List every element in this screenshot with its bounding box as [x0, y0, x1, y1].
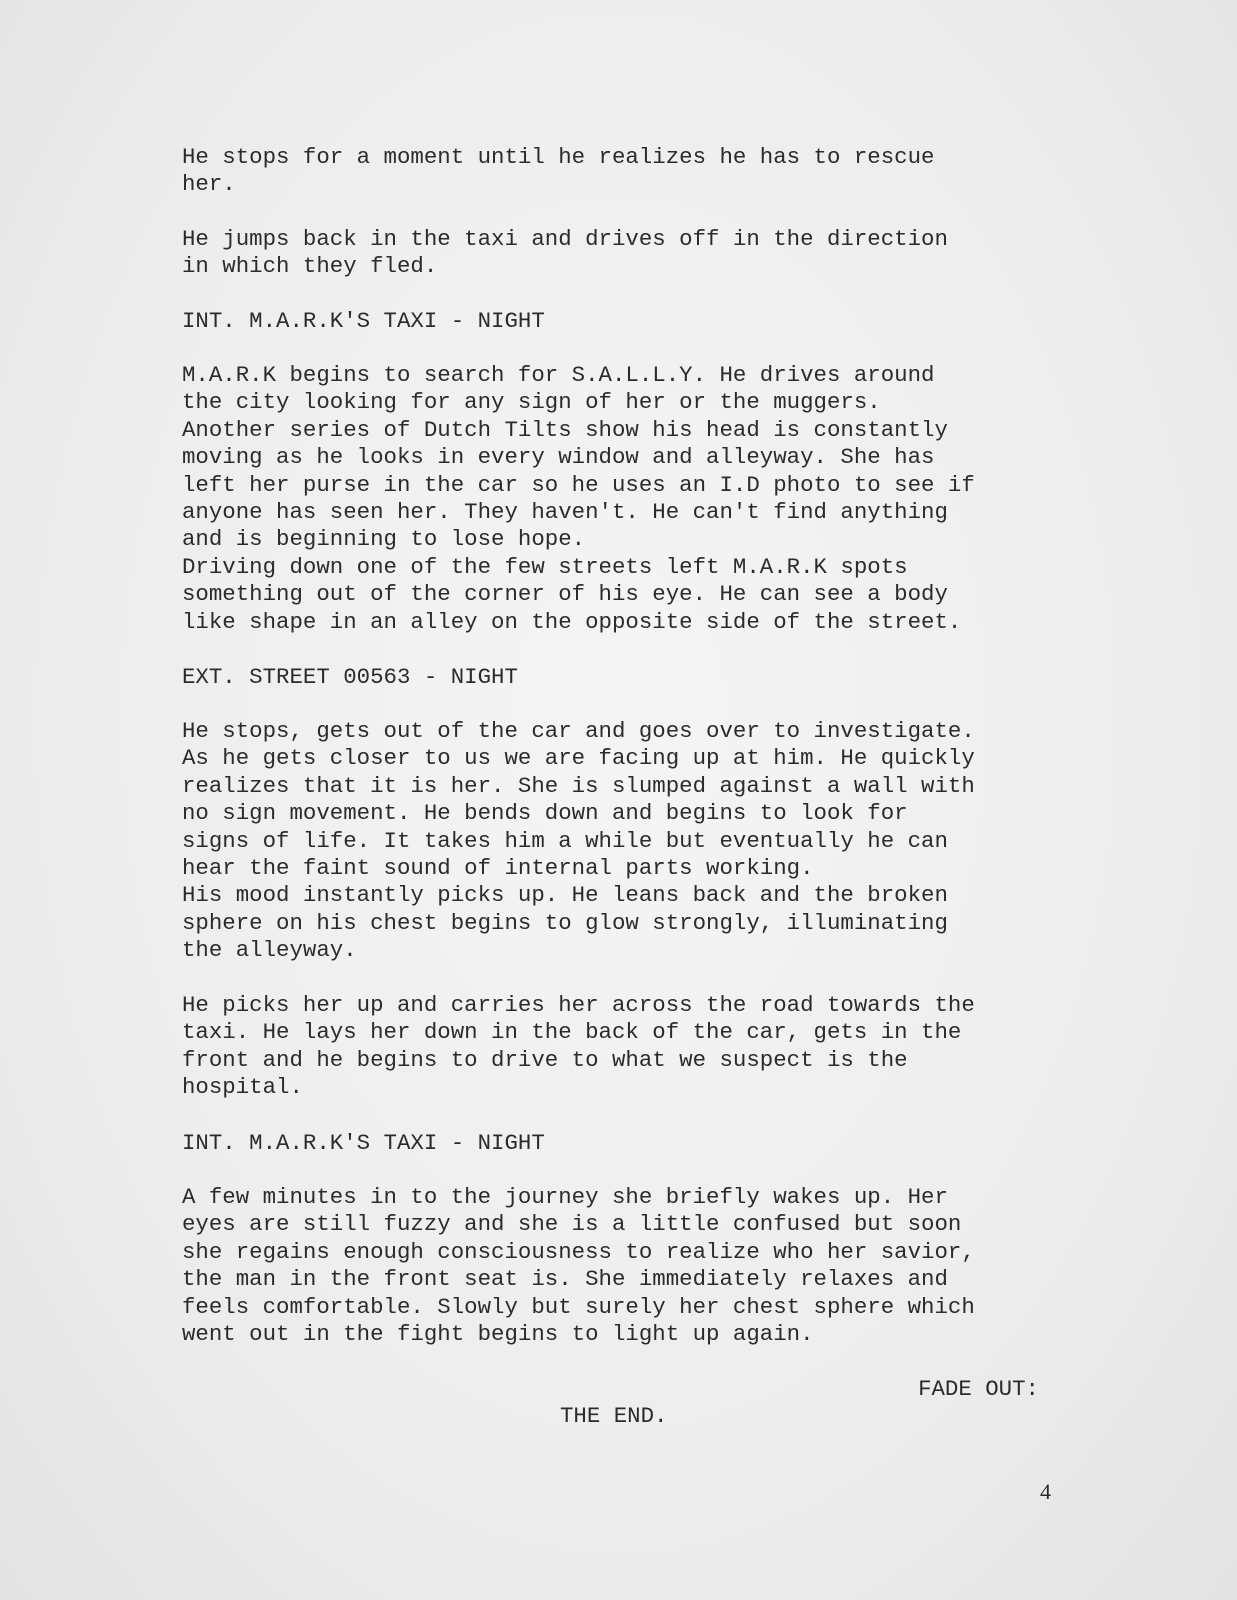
action-paragraph: A few minutes in to the journey she briefly wakes up. Her eyes are still fuzzy and she is a little confused but soon she regains enough consciousness to realize who her savior, the man in the front seat is. She immediately relaxes and feels comfortable. Slowly but surely her chest sphere which went out in the fight begins to light up again.: [182, 1184, 975, 1348]
action-paragraph: He stops for a moment until he realizes he has to rescue her.: [182, 144, 935, 198]
transition-fade-out: FADE OUT:: [918, 1376, 1039, 1402]
action-paragraph: He picks her up and carries her across the road towards the taxi. He lays her down in the back of the car, gets in the front and he begins to drive to what we suspect is the hospital.: [182, 992, 975, 1101]
action-paragraph: He stops, gets out of the car and goes over to investigate. As he gets closer to us we are facing up at him. He quickly realizes that it is her. She is slumped against a wall with no sign movement. He bends down and begins to look for signs of life. It takes him a while but eventually he can hear the faint sound of internal parts working. His mood instantly picks up. He leans back and the broken sphere on his chest begins to glow strongly, illuminating the alleyway.: [182, 718, 975, 964]
scene-heading: INT. M.A.R.K'S TAXI - NIGHT: [182, 1130, 545, 1156]
page-number: 4: [1040, 1479, 1051, 1504]
scene-heading: EXT. STREET 00563 - NIGHT: [182, 664, 518, 690]
the-end: THE END.: [560, 1403, 668, 1429]
scene-heading: INT. M.A.R.K'S TAXI - NIGHT: [182, 308, 545, 334]
action-paragraph: M.A.R.K begins to search for S.A.L.L.Y. He drives around the city looking for any sign of her or the muggers. Another series of Dutch Tilts show his head is constantly moving as he looks in every window and alleyway. She has left her purse in the car so he uses an I.D photo to see if anyone has seen her. They haven't. He can't find anything and is beginning to lose hope. Driving down one of the few streets left M.A.R.K spots something out of the corner of his eye. He can see a body like shape in an alley on the opposite side of the street.: [182, 362, 975, 635]
action-paragraph: He jumps back in the taxi and drives off in the direction in which they fled.: [182, 226, 948, 280]
